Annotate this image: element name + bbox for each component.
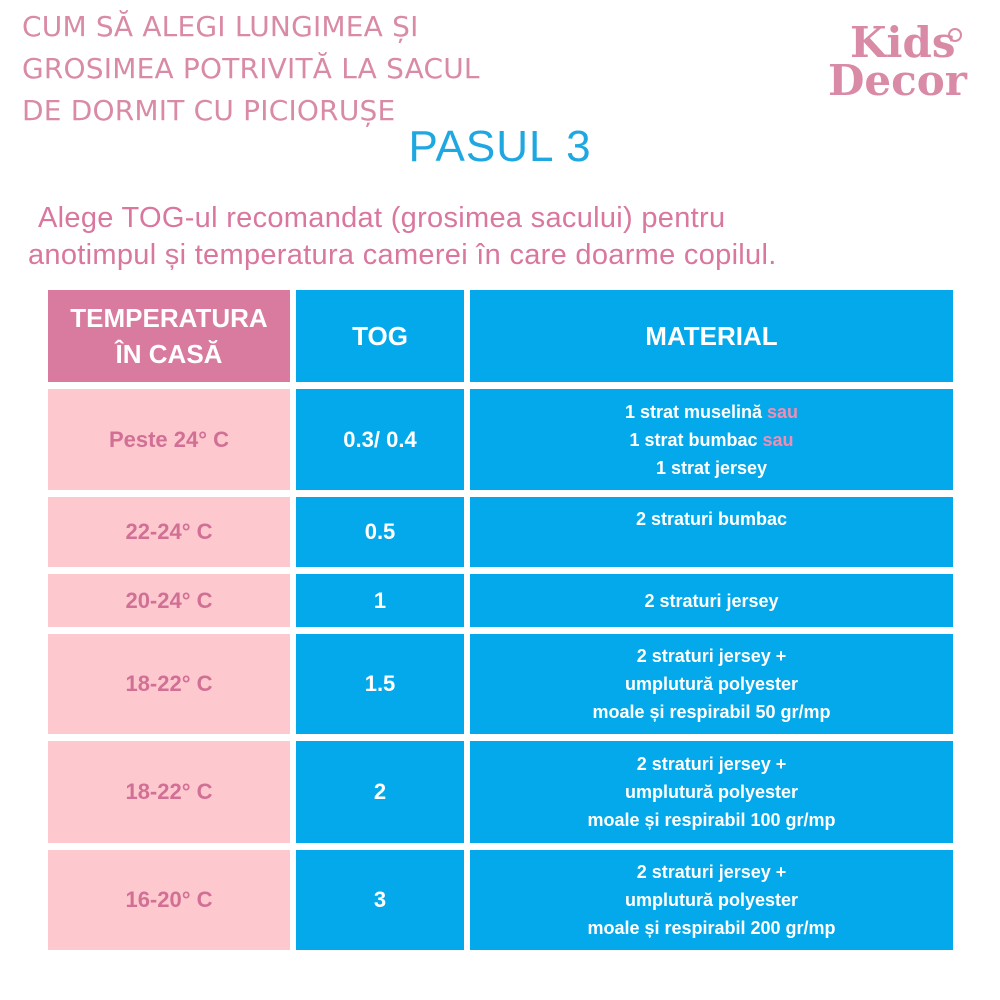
header-temperature-line-1: TEMPERATURA (70, 303, 268, 333)
row-1-tog: 0.3/ 0.4 (296, 389, 464, 490)
intro-line-1: Alege TOG-ul recomandat (grosimea sacului) pentru (38, 202, 726, 234)
row-3-tog: 1 (296, 574, 464, 627)
row-5-material-line-3: moale și respirabil 100 gr/mp (587, 810, 836, 830)
row-2-temperature: 22-24° C (48, 497, 290, 567)
row-4-temperature: 18-22° C (48, 634, 290, 734)
row-5-material-line-1: 2 straturi jersey + (636, 754, 787, 774)
header-temperature (48, 290, 290, 382)
row-6-material-line-2: umplutură polyester (624, 890, 799, 910)
row-5-material (470, 741, 953, 843)
logo-word-kids: Kids (850, 18, 956, 67)
page-heading (22, 6, 582, 132)
row-2-tog: 0.5 (296, 497, 464, 567)
row-1-material-line-1: 1 strat muselină sau (624, 401, 799, 422)
row-1-temperature: Peste 24° C (48, 389, 290, 490)
row-3-material (470, 574, 953, 627)
row-4-material-line-3: moale și respirabil 50 gr/mp (592, 702, 831, 722)
row-2-material (470, 497, 953, 567)
row-4-material-line-2: umplutură polyester (624, 674, 799, 694)
row-4-material-line-1: 2 straturi jersey + (636, 646, 787, 666)
brand-logo (828, 18, 978, 105)
row-3-temperature: 20-24° C (48, 574, 290, 627)
or-word: sau (762, 429, 794, 450)
row-1-material (470, 389, 953, 490)
row-5-material-line-2: umplutură polyester (624, 782, 799, 802)
heading-line-3: DE DORMIT CU PICIORUȘE (22, 94, 396, 127)
row-1-material-line-2: 1 strat bumbac sau (629, 429, 794, 450)
header-temperature-line-2: ÎN CASĂ (115, 339, 223, 369)
row-1-material-line-3: 1 strat jersey (655, 457, 768, 478)
row-6-temperature: 16-20° C (48, 850, 290, 950)
row-6-tog: 3 (296, 850, 464, 950)
row-4-tog: 1.5 (296, 634, 464, 734)
row-3-material-line-1: 2 straturi jersey (644, 590, 779, 611)
header-material: MATERIAL (470, 290, 953, 382)
row-5-temperature: 18-22° C (48, 741, 290, 843)
intro-line-2: anotimpul și temperatura camerei în care doarme copilul. (28, 239, 777, 271)
logo-badge-icon (948, 28, 962, 42)
row-6-material-line-3: moale și respirabil 200 gr/mp (587, 918, 836, 938)
logo-word-decor: Decor (828, 56, 967, 105)
step-title: PASUL 3 (408, 122, 592, 171)
row-6-material (470, 850, 953, 950)
or-word: sau (767, 401, 799, 422)
row-2-material-line-1: 2 straturi bumbac (635, 509, 788, 529)
heading-line-2: GROSIMEA POTRIVITĂ LA SACUL (22, 52, 480, 85)
row-4-material (470, 634, 953, 734)
heading-line-1: CUM SĂ ALEGI LUNGIMEA ȘI (22, 10, 419, 43)
row-6-material-line-1: 2 straturi jersey + (636, 862, 787, 882)
row-5-tog: 2 (296, 741, 464, 843)
header-tog: TOG (296, 290, 464, 382)
